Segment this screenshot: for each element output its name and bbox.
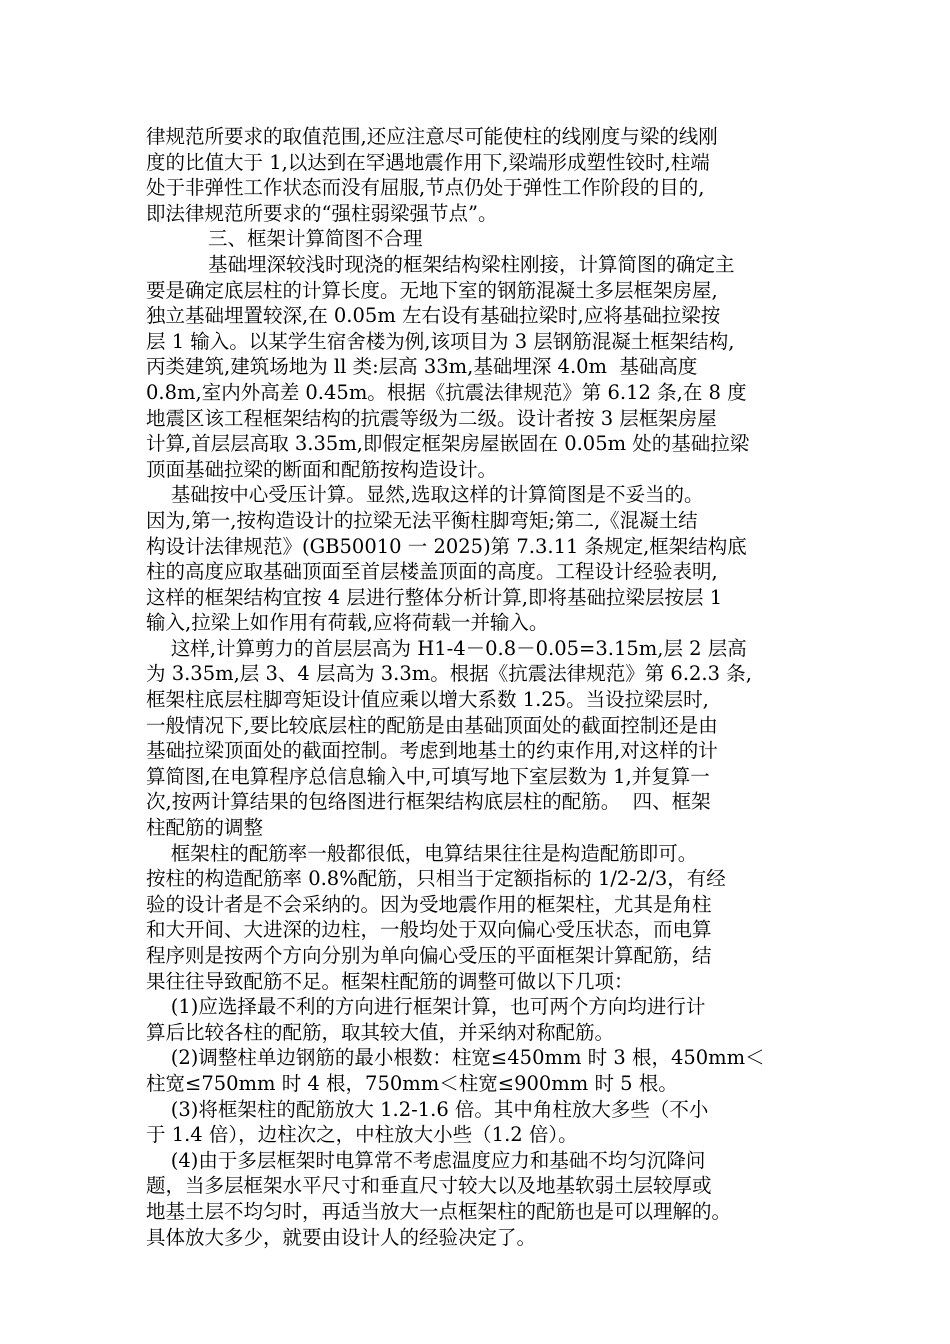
text-line: 于 1.4 倍），边柱次之，中柱放大小些（1.2 倍）。: [146, 1123, 578, 1147]
text-line: 处于非弹性工作状态而没有屈服,节点仍处于弹性工作阶段的目的,: [146, 176, 705, 200]
text-line: 和大开间、大进深的边柱，一般均处于双向偏心受压状态，而电算: [146, 918, 712, 942]
text-line: 要是确定底层柱的计算长度。无地下室的钢筋混凝土多层框架房屋,: [146, 278, 718, 302]
text-line: 即法律规范所要求的“强柱弱梁强节点”。: [146, 201, 498, 225]
list-item: (4)由于多层框架时电算常不考虑温度应力和基础不均匀沉降问: [146, 1148, 706, 1172]
section-heading: 柱配筋的调整: [146, 816, 264, 840]
text-line: 柱宽≤750mm 时 4 根，750mm＜柱宽≤900mm 时 5 根。: [146, 1071, 678, 1095]
text-line: 具体放大多少，就要由设计人的经验决定了。: [146, 1225, 537, 1249]
text-line: 基础埋深较浅时现浇的框架结构梁柱刚接，计算简图的确定主: [146, 252, 735, 276]
text-line: 算后比较各柱的配筋，取其较大值，并采纳对称配筋。: [146, 1020, 615, 1044]
text-line: 这样,计算剪力的首层层高为 H1-4－0.8－0.05=3.15m,层 2 层高: [146, 636, 747, 660]
text-line: 地基土层不均匀时，再适当放大一点框架柱的配筋也是可以理解的。: [146, 1199, 732, 1223]
text-line: 柱的高度应取基础顶面至首层楼盖顶面的高度。工程设计经验表明,: [146, 560, 718, 584]
text-line: 按柱的构造配筋率 0.8%配筋，只相当于定额指标的 1/2-2/3，有经: [146, 867, 726, 891]
text-line: 层 1 输入。以某学生宿舍楼为例,该项目为 3 层钢筋混凝土框架结构,: [146, 329, 735, 353]
list-item: (2)调整柱单边钢筋的最小根数：柱宽≤450mm 时 3 根，450mm＜: [146, 1046, 765, 1070]
document-body: [146, 124, 806, 1250]
text-line: 基础拉梁顶面处的截面控制。考虑到地基土的约束作用,对这样的计: [146, 739, 718, 763]
text-line: 框架柱的配筋率一般都很低，电算结果往往是构造配筋即可。: [146, 841, 698, 865]
text-line: 这样的框架结构宜按 4 层进行整体分析计算,即将基础拉梁层按层 1: [146, 585, 723, 609]
text-line: 构设计法律规范》(GB50010 一 2025)第 7.3.11 条规定,框架结构底: [146, 534, 747, 558]
text-line: 独立基础埋置较深,在 0.05m 左右设有基础拉梁时,应将基础拉梁按: [146, 304, 721, 328]
list-item: (1)应选择最不利的方向进行框架计算，也可两个方向均进行计: [146, 995, 706, 1019]
text-line: 丙类建筑,建筑场地为 ll 类:层高 33m,基础埋深 4.0m 基础高度: [146, 355, 698, 379]
text-line: 顶面基础拉梁的断面和配筋按构造设计。: [146, 457, 498, 481]
text-line: 律规范所要求的取值范围,还应注意尽可能使柱的线刚度与梁的线刚: [146, 125, 718, 148]
text-line: 为 3.35m,层 3、4 层高为 3.3m。根据《抗震法律规范》第 6.2.3 条,: [146, 662, 752, 686]
text-line: 0.8m,室内外高差 0.45m。根据《抗震法律规范》第 6.12 条,在 8 度: [146, 380, 747, 404]
text-line: 程序则是按两个方向分别为单向偏心受压的平面框架计算配筋，结: [146, 944, 712, 967]
text-line: 计算,首层层高取 3.35m,即假定框架房屋嵌固在 0.05m 处的基础拉梁: [146, 432, 750, 456]
text-line: 验的设计者是不会采纳的。因为受地震作用的框架柱，尤其是角柱: [146, 892, 712, 916]
text-line: 基础按中心受压计算。显然,选取这样的计算简图是不妥当的。: [146, 483, 704, 507]
text-line: 地震区该工程框架结构的抗震等级为二级。设计者按 3 层框架房屋: [146, 406, 717, 430]
text-line: 输入,拉梁上如作用有荷载,应将荷载一并输入。: [146, 611, 549, 635]
text-line: 度的比值大于 1,以达到在罕遇地震作用下,梁端形成塑性铰时,柱端: [146, 150, 710, 174]
text-line: 框架柱底层柱脚弯矩设计值应乘以增大系数 1.25。当设拉梁层时,: [146, 688, 709, 712]
text-line: 算简图,在电算程序总信息输入中,可填写地下室层数为 1,并复算一: [146, 764, 710, 788]
text-line: 因为,第一,按构造设计的拉梁无法平衡柱脚弯矩;第二,《混凝土结: [146, 508, 698, 532]
text-line: 果往往导致配筋不足。框架柱配筋的调整可做以下几项：: [146, 969, 634, 993]
list-item: (3)将框架柱的配筋放大 1.2-1.6 倍。其中角柱放大多些（不小: [146, 1097, 709, 1121]
text-line: 题，当多层框架水平尺寸和垂直尺寸较大以及地基软弱土层较厚或: [146, 1174, 712, 1198]
section-heading: 三、框架计算简图不合理: [146, 227, 423, 251]
text-line: 一般情况下,要比较底层柱的配筋是由基础顶面处的截面控制还是由: [146, 713, 718, 737]
text-line: 次,按两计算结果的包络图进行框架结构底层柱的配筋。 四、框架: [146, 790, 711, 814]
